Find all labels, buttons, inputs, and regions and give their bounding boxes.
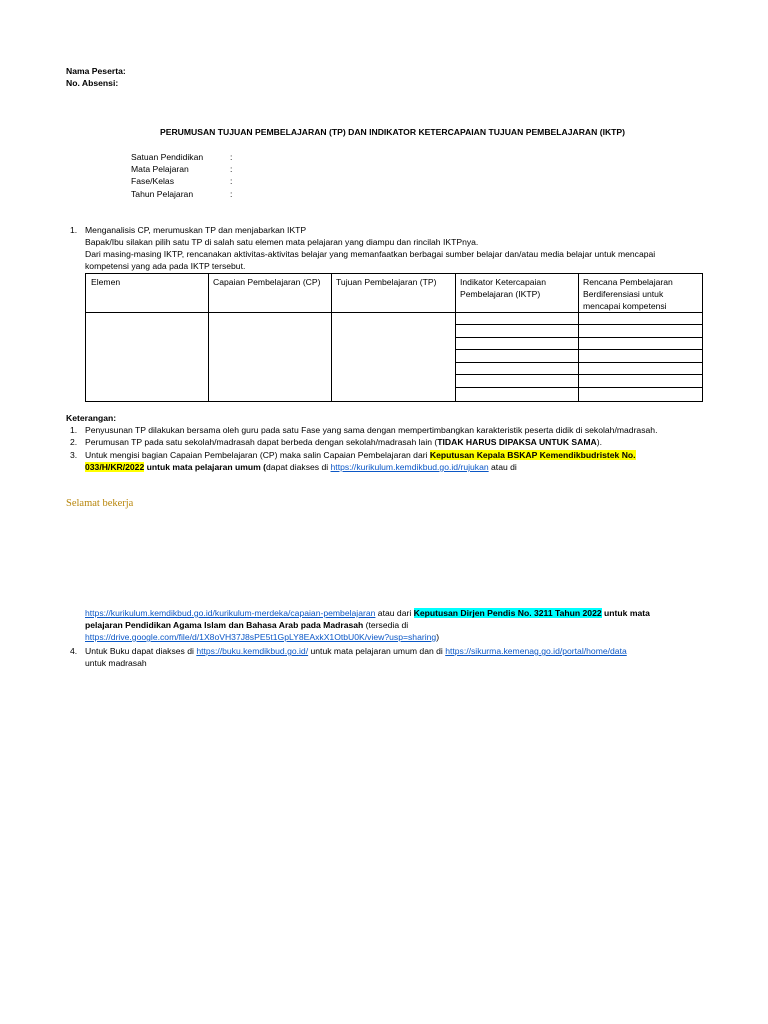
- link-buku-kemdikbud[interactable]: https://buku.kemdikbud.go.id/: [196, 646, 309, 656]
- text-span: Perumusan TP pada satu sekolah/madrasah dapat berbeda dengan sekolah/madrasah lain (: [85, 437, 438, 447]
- link-google-drive[interactable]: https://drive.google.com/file/d/1X8oVH37J8sPE5t1GpLY8EAxkX1OtbU0K/view?usp=sharing: [85, 632, 437, 642]
- keterangan-item-4: [85, 646, 627, 657]
- iktp-table: [85, 273, 703, 402]
- highlight-bskap-number: 033/H/KR/2022: [85, 462, 145, 472]
- text-span: atau di: [488, 462, 517, 472]
- keterangan-item-1: Penyusunan TP dilakukan bersama oleh guru pada satu Fase yang sama dengan mempertimbangkan karakteristik peserta didik di sekolah/madrasah.: [85, 425, 658, 435]
- text-span: atau dari: [375, 608, 414, 618]
- list-number: 1.: [70, 425, 78, 435]
- no-absensi-label: No. Absensi:: [66, 78, 119, 88]
- emphasis-text: TIDAK HARUS DIPAKSA UNTUK SAMA: [437, 437, 597, 447]
- closing-greeting: Selamat bekerja: [66, 498, 134, 509]
- instruction-line: Bapak/Ibu silakan pilih satu TP di salah satu elemen mata pelajaran yang diampu dan rincilah IKTPnya.: [85, 237, 479, 247]
- table-row-divider: [455, 387, 702, 388]
- highlight-dirjen-pendis: Keputusan Dirjen Pendis No. 3211 Tahun 2022: [413, 608, 602, 618]
- link-sikurma[interactable]: https://sikurma.kemenag.go.id/portal/home/data: [445, 646, 627, 656]
- text-span: (tersedia di: [363, 620, 409, 630]
- text-span: pelajaran Pendidikan Agama Islam dan Bahasa Arab pada Madrasah: [85, 620, 364, 630]
- continuation-line-2: [85, 620, 408, 631]
- field-separator: :: [230, 152, 233, 162]
- field-separator: :: [230, 189, 233, 199]
- field-label: Tahun Pelajaran: [131, 189, 194, 199]
- link-rujukan[interactable]: https://kurikulum.kemdikbud.go.id/rujukan: [330, 462, 489, 472]
- field-label: Satuan Pendidikan: [131, 152, 204, 162]
- continuation-line-3: [85, 632, 439, 643]
- keterangan-title: Keterangan:: [66, 413, 117, 423]
- table-header-elemen: Elemen: [91, 277, 121, 287]
- field-label: Fase/Kelas: [131, 176, 174, 186]
- instruction-heading: Menganalisis CP, merumuskan TP dan menjabarkan IKTP: [85, 225, 307, 235]
- table-header-tp: Tujuan Pembelajaran (TP): [336, 277, 437, 287]
- document-title: PERUMUSAN TUJUAN PEMBELAJARAN (TP) DAN INDIKATOR KETERCAPAIAN TUJUAN PEMBELAJARAN (IKTP): [160, 127, 626, 137]
- text-span: untuk mata: [601, 608, 650, 618]
- table-divider: [208, 274, 209, 401]
- table-row-divider: [455, 374, 702, 375]
- field-label: Mata Pelajaran: [131, 164, 189, 174]
- keterangan-item-4-cont: untuk madrasah: [85, 658, 147, 668]
- keterangan-item-3-cont: [85, 462, 517, 473]
- table-row-divider: [455, 362, 702, 363]
- text-span: ): [436, 632, 440, 642]
- list-number: 2.: [70, 437, 78, 447]
- table-divider: [331, 274, 332, 401]
- field-separator: :: [230, 164, 233, 174]
- continuation-line-1: [85, 608, 650, 619]
- field-separator: :: [230, 176, 233, 186]
- text-span: dapat diakses di: [266, 462, 331, 472]
- instruction-line: kompetensi yang ada pada IKTP tersebut.: [85, 261, 246, 271]
- table-header-divider: [86, 312, 702, 313]
- table-header-rencana: Rencana Pembelajaran Berdiferensiasi untuk mencapai kompetensi: [583, 277, 673, 311]
- table-row-divider: [455, 324, 702, 325]
- list-number: 1.: [70, 225, 78, 235]
- highlight-bskap: Keputusan Kepala BSKAP Kemendikbudristek No.: [429, 450, 636, 460]
- text-span: untuk mata pelajaran umum (: [144, 462, 267, 472]
- text-span: Untuk mengisi bagian Capaian Pembelajaran (CP) maka salin Capaian Pembelajaran dari: [85, 450, 430, 460]
- table-header-cp: Capaian Pembelajaran (CP): [213, 277, 321, 287]
- table-row-divider: [455, 349, 702, 350]
- table-header-iktp: Indikator Ketercapaian Pembelajaran (IKTP): [460, 277, 546, 299]
- text-span: ).: [596, 437, 602, 447]
- list-number: 3.: [70, 450, 78, 460]
- text-span: Untuk Buku dapat diakses di: [85, 646, 197, 656]
- keterangan-item-3: [85, 450, 636, 461]
- table-row-divider: [455, 337, 702, 338]
- list-number: 4.: [70, 646, 78, 656]
- keterangan-item-2: [85, 437, 602, 448]
- nama-peserta-label: Nama Peserta:: [66, 66, 126, 76]
- instruction-line: Dari masing-masing IKTP, rencanakan aktivitas-aktivitas belajar yang memanfaatkan berbagai sumber belajar dan/atau media belajar untuk mencapai: [85, 249, 656, 259]
- link-capaian-pembelajaran[interactable]: https://kurikulum.kemdikbud.go.id/kurikulum-merdeka/capaian-pembelajaran: [85, 608, 376, 618]
- text-span: untuk mata pelajaran umum dan di: [308, 646, 446, 656]
